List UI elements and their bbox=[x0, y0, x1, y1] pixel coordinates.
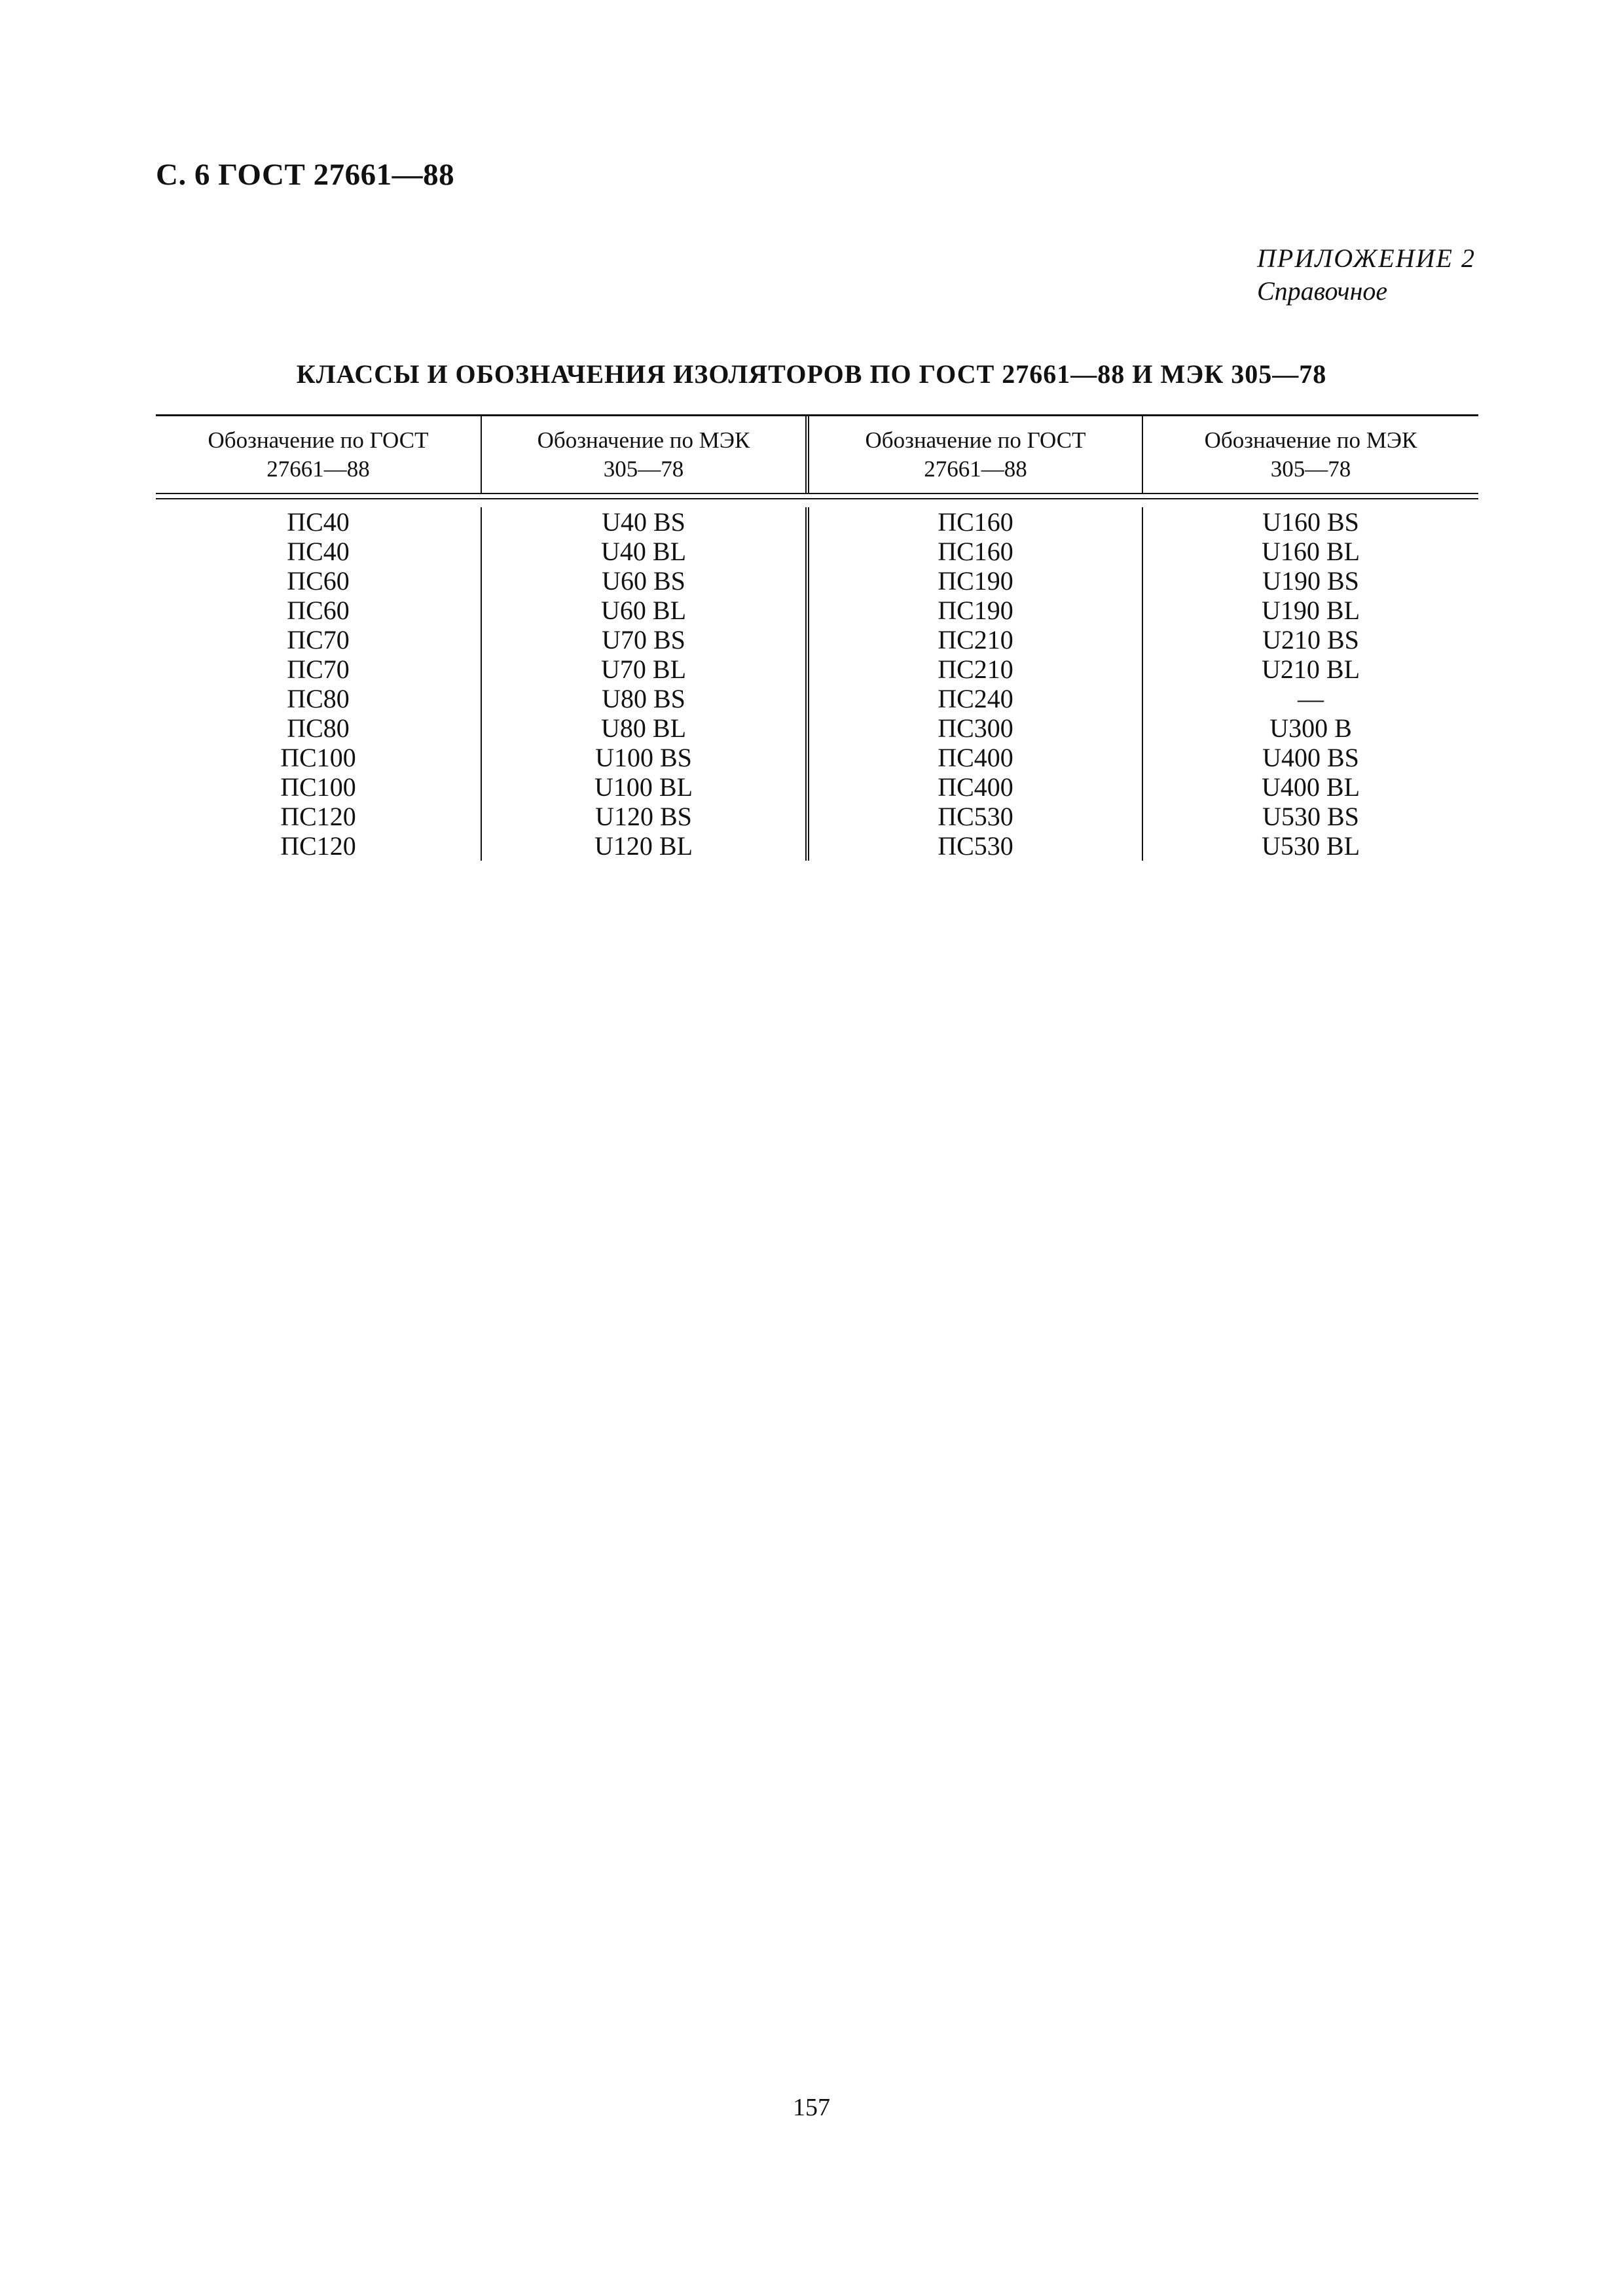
table-cell: U160 BL bbox=[1262, 537, 1360, 566]
appendix-label bbox=[1257, 242, 1476, 308]
table-cell: ПС160 bbox=[938, 507, 1013, 537]
table-body bbox=[156, 499, 1478, 861]
column-gost-left bbox=[156, 507, 482, 861]
table-cell: ПС210 bbox=[938, 625, 1013, 655]
table-cell: ПС300 bbox=[938, 713, 1013, 743]
table-cell: ПС100 bbox=[280, 772, 356, 802]
page-number: 157 bbox=[793, 2094, 830, 2121]
table-cell: U530 BL bbox=[1262, 831, 1360, 861]
header-text: Обозначение по МЭК bbox=[537, 427, 750, 453]
table-cell: U530 BS bbox=[1262, 802, 1359, 831]
table-cell: U400 BS bbox=[1262, 743, 1359, 772]
table-cell: U190 BS bbox=[1262, 566, 1359, 596]
table-cell: ПС40 bbox=[287, 537, 350, 566]
table-cell: U210 BS bbox=[1262, 625, 1359, 655]
table-cell: U400 BL bbox=[1262, 772, 1360, 802]
table-cell: U190 BL bbox=[1262, 596, 1360, 625]
header-text: 305—78 bbox=[603, 456, 684, 482]
table-title: КЛАССЫ И ОБОЗНАЧЕНИЯ ИЗОЛЯТОРОВ ПО ГОСТ 27661—88 И МЭК 305—78 bbox=[296, 359, 1327, 389]
table-cell: U120 BL bbox=[594, 831, 693, 861]
table-cell: ПС190 bbox=[938, 566, 1013, 596]
table-cell: ПС400 bbox=[938, 743, 1013, 772]
table-cell: U210 BL bbox=[1262, 655, 1360, 684]
table-cell: — bbox=[1298, 684, 1324, 713]
header-text: 27661—88 bbox=[266, 456, 370, 482]
table-cell: ПС240 bbox=[938, 684, 1013, 713]
header-double-rule bbox=[156, 493, 1478, 499]
insulator-table bbox=[156, 414, 1478, 861]
table-cell: ПС120 bbox=[280, 831, 356, 861]
header-text: Обозначение по ГОСТ bbox=[208, 427, 429, 453]
table-cell: ПС80 bbox=[287, 684, 350, 713]
column-iec-right bbox=[1143, 507, 1478, 861]
header-text: Обозначение по МЭК bbox=[1204, 427, 1417, 453]
table-cell: U120 BS bbox=[595, 802, 692, 831]
header-text: Обозначение по ГОСТ bbox=[865, 427, 1086, 453]
table-cell: U100 BS bbox=[595, 743, 692, 772]
table-cell: U100 BL bbox=[594, 772, 693, 802]
table-cell: U300 B bbox=[1269, 713, 1352, 743]
table-cell: ПС210 bbox=[938, 655, 1013, 684]
table-cell: U80 BL bbox=[601, 713, 686, 743]
table-cell: ПС400 bbox=[938, 772, 1013, 802]
column-iec-left bbox=[482, 507, 809, 861]
table-cell: ПС530 bbox=[938, 802, 1013, 831]
table-cell: ПС60 bbox=[287, 566, 350, 596]
header-gost-right bbox=[809, 416, 1143, 493]
header-gost-left bbox=[156, 416, 482, 493]
table-cell: ПС70 bbox=[287, 625, 350, 655]
table-cell: ПС100 bbox=[280, 743, 356, 772]
header-iec-left bbox=[482, 416, 809, 493]
table-cell: U70 BL bbox=[601, 655, 686, 684]
table-cell: ПС190 bbox=[938, 596, 1013, 625]
table-cell: ПС70 bbox=[287, 655, 350, 684]
table-cell: U60 BS bbox=[602, 566, 685, 596]
table-cell: U40 BS bbox=[602, 507, 685, 537]
table-cell: ПС530 bbox=[938, 831, 1013, 861]
column-gost-right bbox=[809, 507, 1143, 861]
header-text: 27661—88 bbox=[924, 456, 1027, 482]
page-header: С. 6 ГОСТ 27661—88 bbox=[156, 158, 455, 192]
table-cell: U70 BS bbox=[602, 625, 685, 655]
table-header-row bbox=[156, 416, 1478, 493]
table-cell: ПС120 bbox=[280, 802, 356, 831]
table-cell: ПС160 bbox=[938, 537, 1013, 566]
appendix-type: Справочное bbox=[1257, 276, 1388, 306]
header-iec-right bbox=[1143, 416, 1478, 493]
table-cell: U160 BS bbox=[1262, 507, 1359, 537]
header-text: 305—78 bbox=[1270, 456, 1351, 482]
table-cell: ПС40 bbox=[287, 507, 350, 537]
table-cell: U60 BL bbox=[601, 596, 686, 625]
table-cell: ПС80 bbox=[287, 713, 350, 743]
table-cell: U40 BL bbox=[601, 537, 686, 566]
appendix-title: ПРИЛОЖЕНИЕ 2 bbox=[1257, 243, 1476, 273]
table-cell: ПС60 bbox=[287, 596, 350, 625]
table-cell: U80 BS bbox=[602, 684, 685, 713]
